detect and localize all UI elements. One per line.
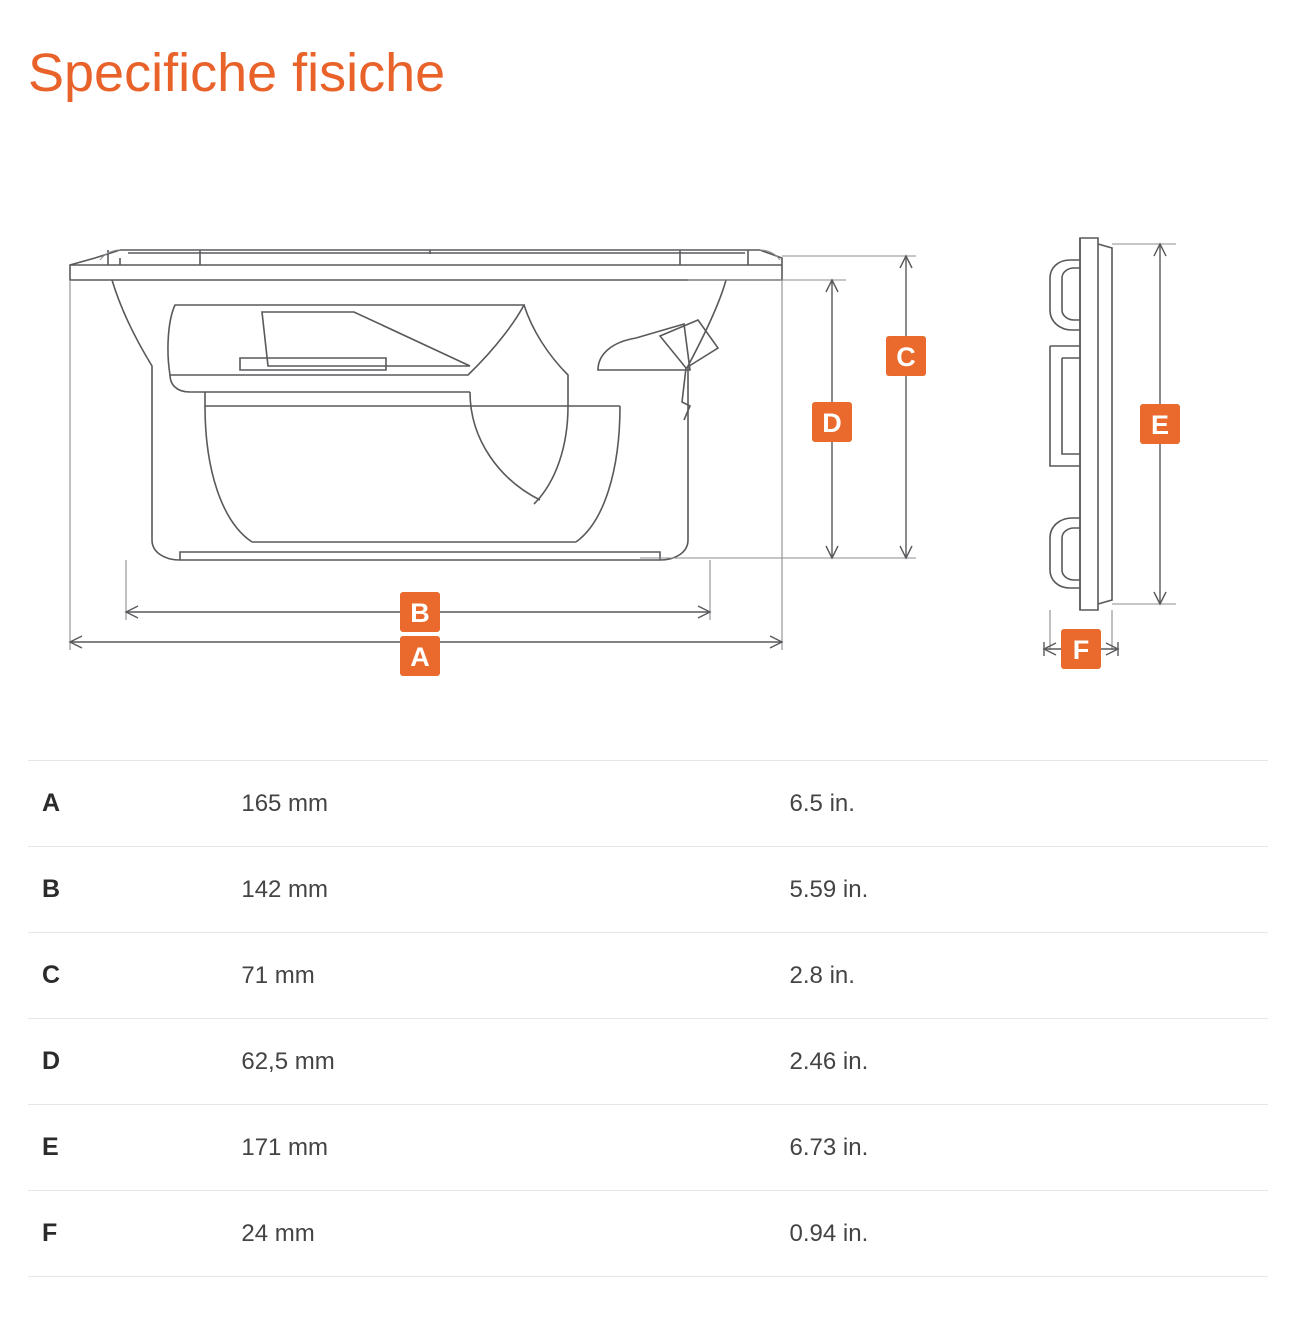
- dimension-label-c: [886, 336, 926, 376]
- dimension-label-e: [1140, 404, 1180, 444]
- dimension-label-d: [812, 402, 852, 442]
- row-in: 2.8 in.: [789, 961, 855, 989]
- svg-text:A: A: [410, 642, 430, 672]
- row-key: B: [42, 875, 61, 903]
- svg-text:C: C: [896, 342, 916, 372]
- page-title: Specifiche fisiche: [28, 43, 446, 104]
- row-in: 6.5 in.: [789, 789, 855, 817]
- svg-text:F: F: [1072, 635, 1090, 665]
- row-mm: 171 mm: [241, 1133, 329, 1161]
- row-in: 5.59 in.: [789, 875, 869, 903]
- table-row: [28, 1105, 1268, 1191]
- row-mm: 165 mm: [241, 789, 329, 817]
- row-in: 0.94 in.: [789, 1219, 869, 1247]
- row-key: E: [42, 1133, 59, 1161]
- row-mm: 62,5 mm: [241, 1047, 335, 1075]
- row-mm: 71 mm: [241, 961, 315, 989]
- table-row: [28, 1191, 1268, 1277]
- svg-text:D: D: [822, 408, 842, 438]
- row-key: F: [42, 1219, 58, 1247]
- svg-text:E: E: [1150, 410, 1170, 440]
- row-key: C: [42, 961, 61, 989]
- table-row: [28, 847, 1268, 933]
- speaker-front-view: [70, 250, 916, 650]
- table-row: [28, 1019, 1268, 1105]
- table-row: [28, 933, 1268, 1019]
- row-key: A: [42, 789, 61, 817]
- row-mm: 142 mm: [241, 875, 329, 903]
- dimension-label-b: [400, 592, 440, 632]
- speaker-side-view: [1044, 238, 1176, 656]
- dimensions-table-body: [28, 761, 1268, 1277]
- row-key: D: [42, 1047, 61, 1075]
- dimension-label-f: [1061, 629, 1101, 669]
- svg-text:B: B: [410, 598, 430, 628]
- dimension-label-a: [400, 636, 440, 676]
- table-row: [28, 761, 1268, 847]
- dimension-arrow-c: [900, 256, 912, 558]
- row-mm: 24 mm: [241, 1219, 315, 1247]
- row-in: 2.46 in.: [789, 1047, 869, 1075]
- speaker-dimension-diagram: [0, 170, 1296, 710]
- row-in: 6.73 in.: [789, 1133, 869, 1161]
- dimensions-table: [28, 760, 1268, 1277]
